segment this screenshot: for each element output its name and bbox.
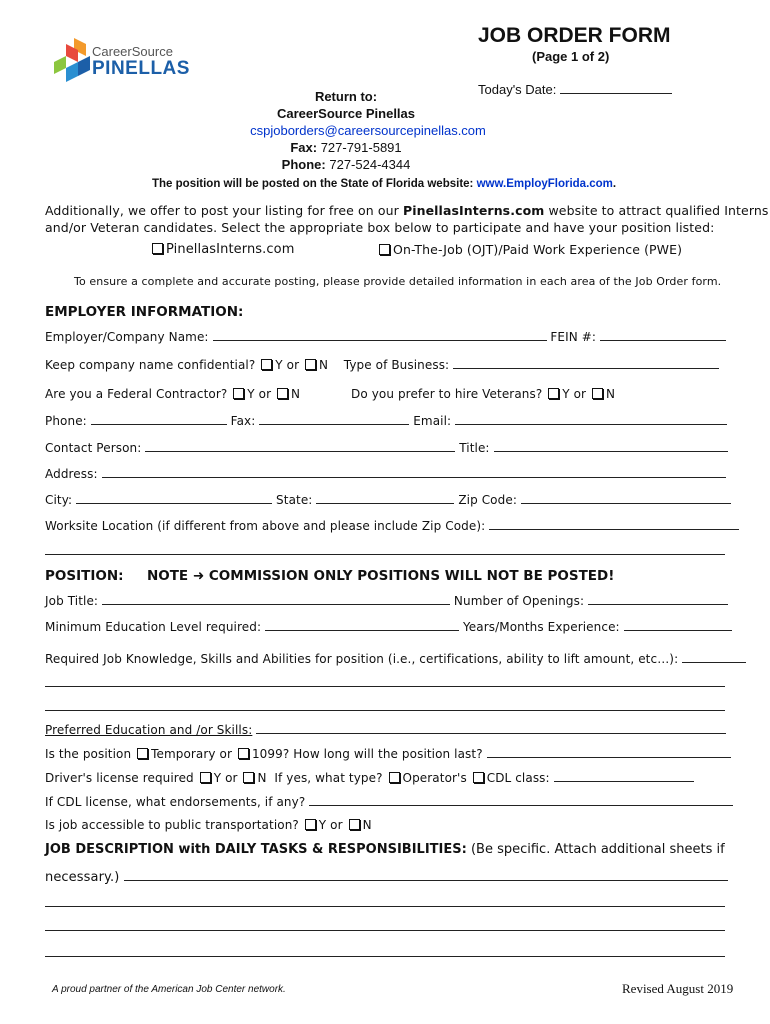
email-label: Email: (413, 414, 452, 428)
position-heading-row (45, 568, 614, 584)
title-label: Title: (459, 441, 490, 455)
org-name: CareerSource Pinellas (276, 106, 416, 121)
company-row (45, 329, 726, 344)
page-indicator: (Page 1 of 2) (532, 49, 610, 64)
city-field[interactable] (76, 492, 272, 504)
min-edu-row (45, 619, 732, 634)
veterans-label: Do you prefer to hire Veterans? (351, 387, 543, 401)
intro-text-b: website to attract qualified Interns (548, 203, 769, 218)
form-title: JOB ORDER FORM (478, 24, 671, 47)
posted-note (152, 178, 616, 190)
contact-person-field[interactable] (145, 440, 455, 452)
fein-field[interactable] (600, 329, 726, 341)
min-edu-label: Minimum Education Level required: (45, 620, 262, 634)
drivers-no-label: N (257, 771, 267, 785)
transport-yes-label: Y (318, 818, 327, 832)
job-title-field[interactable] (102, 593, 450, 605)
transport-label: Is job accessible to public transportation? (45, 818, 299, 832)
worksite-line-2[interactable] (45, 554, 725, 555)
federal-yes-checkbox[interactable] (233, 388, 244, 399)
how-long-field[interactable] (487, 746, 731, 758)
drivers-yes-label: Y (213, 771, 222, 785)
what-type-label: If yes, what type? (274, 771, 383, 785)
federal-label: Are you a Federal Contractor? (45, 387, 228, 401)
veterans-row (351, 387, 615, 401)
veterans-yes-label: Y (562, 387, 570, 401)
required-row (45, 651, 746, 666)
posted-note-text: The position will be posted on the State of Florida website: (152, 178, 474, 190)
option-pinellas-interns[interactable] (150, 242, 294, 257)
business-type-label: Type of Business: (343, 358, 450, 372)
temporary-label: Temporary or (151, 747, 233, 761)
business-type-field[interactable] (453, 357, 719, 369)
zip-field[interactable] (521, 492, 731, 504)
operators-checkbox[interactable] (389, 772, 400, 783)
city-label: City: (45, 493, 73, 507)
transport-no-checkbox[interactable] (349, 819, 360, 830)
fax-number: 727-791-5891 (320, 140, 402, 155)
checkbox-pinellas-interns[interactable] (152, 243, 163, 254)
openings-label: Number of Openings: (453, 594, 585, 608)
required-label: Required Job Knowledge, Skills and Abilities for position (i.e., certifications, ability to lift amount, etc…): (45, 652, 679, 666)
confidential-yes-checkbox[interactable] (261, 359, 272, 370)
intro-text-a: Additionally, we offer to post your listing for free on our (45, 203, 399, 218)
job-description-heading: JOB DESCRIPTION with DAILY TASKS & RESPONSIBILITIES: (45, 842, 467, 857)
confidential-no-label: N (319, 358, 329, 372)
employflorida-link[interactable]: www.EmployFlorida.com (476, 178, 613, 190)
position-heading: POSITION: (45, 568, 124, 584)
position-type-row (45, 746, 731, 761)
worksite-row (45, 518, 739, 533)
checkbox-ojt[interactable] (379, 244, 390, 255)
veterans-no-label: N (606, 387, 616, 401)
ensure-note: To ensure a complete and accurate posting, please provide detailed information in each area of the Job Order form. (74, 275, 722, 288)
1099-label: 1099? (251, 747, 290, 761)
option-ojt[interactable] (377, 242, 682, 257)
transport-no-label: N (362, 818, 372, 832)
address-label: Address: (45, 467, 98, 481)
required-line-2[interactable] (45, 686, 725, 687)
address-row (45, 466, 726, 481)
option-pinellas-interns-label: PinellasInterns.com (166, 242, 295, 257)
job-title-label: Job Title: (45, 594, 99, 608)
company-label: Employer/Company Name: (45, 330, 209, 344)
confidential-row (45, 357, 719, 372)
or-label: or (286, 358, 300, 372)
todays-date-field[interactable] (560, 82, 672, 94)
confidential-yes-label: Y (275, 358, 283, 372)
contact-person-label: Contact Person: (45, 441, 142, 455)
cdl-class-label: CDL class: (486, 771, 550, 785)
experience-field[interactable] (624, 619, 732, 631)
logo-bottom-text: PINELLAS (92, 58, 190, 79)
how-long-label: How long will the position last? (293, 747, 483, 761)
contact-info-row (45, 413, 727, 428)
return-to-label: Return to: (314, 89, 378, 104)
worksite-label: Worksite Location (if different from above and please include Zip Code): (45, 519, 486, 533)
job-description-heading-row (45, 842, 725, 857)
drivers-row (45, 770, 694, 785)
veterans-no-checkbox[interactable] (592, 388, 603, 399)
job-description-line-4[interactable] (45, 956, 725, 957)
federal-row (45, 387, 300, 401)
partner-note: A proud partner of the American Job Center network. (52, 984, 286, 995)
worksite-field[interactable] (489, 518, 739, 530)
todays-date-label: Today's Date: (478, 82, 557, 97)
job-title-row (45, 593, 728, 608)
logo-mark-icon (52, 36, 92, 88)
state-field[interactable] (316, 492, 454, 504)
careersource-logo (52, 36, 192, 88)
preferred-row (45, 722, 726, 737)
fax-label: Fax: (290, 140, 318, 155)
confidential-label: Keep company name confidential? (45, 358, 256, 372)
email-link[interactable]: cspjoborders@careersourcepinellas.com (250, 123, 486, 138)
phone-field[interactable] (91, 413, 227, 425)
address-field[interactable] (102, 466, 726, 478)
job-description-line-2[interactable] (45, 906, 725, 907)
intro-site: PinellasInterns.com (402, 203, 545, 218)
drivers-no-checkbox[interactable] (243, 772, 254, 783)
fein-label: FEIN #: (550, 330, 597, 344)
phone-label: Phone: (281, 157, 326, 172)
or-label: or (573, 387, 587, 401)
job-description-line-3[interactable] (45, 930, 725, 931)
option-ojt-label: On-The-Job (OJT)/Paid Work Experience (PWE) (393, 242, 683, 257)
cdl-endorse-row (45, 794, 733, 809)
or-label: or (330, 818, 343, 832)
note-label: NOTE (146, 568, 189, 584)
confidential-no-checkbox[interactable] (305, 359, 316, 370)
zip-label: Zip Code: (458, 493, 517, 507)
job-description-note: (Be specific. Attach additional sheets if (470, 842, 725, 857)
phone-label: Phone: (45, 414, 87, 428)
email-field[interactable] (455, 413, 727, 425)
veterans-yes-checkbox[interactable] (548, 388, 559, 399)
min-edu-field[interactable] (265, 619, 459, 631)
employer-heading: EMPLOYER INFORMATION: (45, 304, 244, 320)
phone-number: 727-524-4344 (329, 157, 411, 172)
or-label: or (258, 387, 272, 401)
necessary-row (45, 869, 728, 885)
federal-no-label: N (291, 387, 301, 401)
experience-label: Years/Months Experience: (462, 620, 620, 634)
cdl-endorse-label: If CDL license, what endorsements, if any? (45, 795, 306, 809)
required-field[interactable] (682, 651, 746, 663)
openings-field[interactable] (588, 593, 728, 605)
drivers-yes-checkbox[interactable] (200, 772, 211, 783)
commission-note: COMMISSION ONLY POSITIONS WILL NOT BE POSTED! (208, 568, 615, 584)
arrow-right-icon: ➜ (192, 568, 205, 584)
cdl-endorse-field[interactable] (309, 794, 733, 806)
fax-label: Fax: (230, 414, 256, 428)
required-line-3[interactable] (45, 710, 725, 711)
title-field[interactable] (494, 440, 728, 452)
federal-yes-label: Y (247, 387, 255, 401)
state-label: State: (276, 493, 313, 507)
logo-top-text: CareerSource (92, 44, 173, 59)
revised-note: Revised August 2019 (622, 981, 734, 996)
cdl-class-field[interactable] (554, 770, 694, 782)
preferred-label: Preferred Education and /or Skills: (45, 723, 253, 737)
fax-field[interactable] (259, 413, 409, 425)
necessary-label: necessary.) (45, 870, 120, 885)
posted-note-end: . (612, 178, 617, 190)
is-position-label: Is the position (45, 747, 132, 761)
1099-checkbox[interactable] (238, 748, 249, 759)
intro-line-2: and/or Veteran candidates. Select the appropriate box below to participate and have your position listed: (45, 220, 715, 235)
temporary-checkbox[interactable] (137, 748, 148, 759)
job-description-field[interactable] (124, 869, 728, 881)
transport-yes-checkbox[interactable] (305, 819, 316, 830)
cdl-checkbox[interactable] (473, 772, 484, 783)
company-field[interactable] (213, 329, 547, 341)
intro-line-1 (45, 203, 769, 218)
preferred-field[interactable] (256, 722, 726, 734)
drivers-label: Driver's license required (45, 771, 194, 785)
contact-person-row (45, 440, 728, 455)
return-block (220, 88, 520, 173)
transport-row (45, 818, 372, 832)
city-row (45, 492, 731, 507)
operators-label: Operator's (402, 771, 467, 785)
federal-no-checkbox[interactable] (277, 388, 288, 399)
or-label: or (225, 771, 238, 785)
